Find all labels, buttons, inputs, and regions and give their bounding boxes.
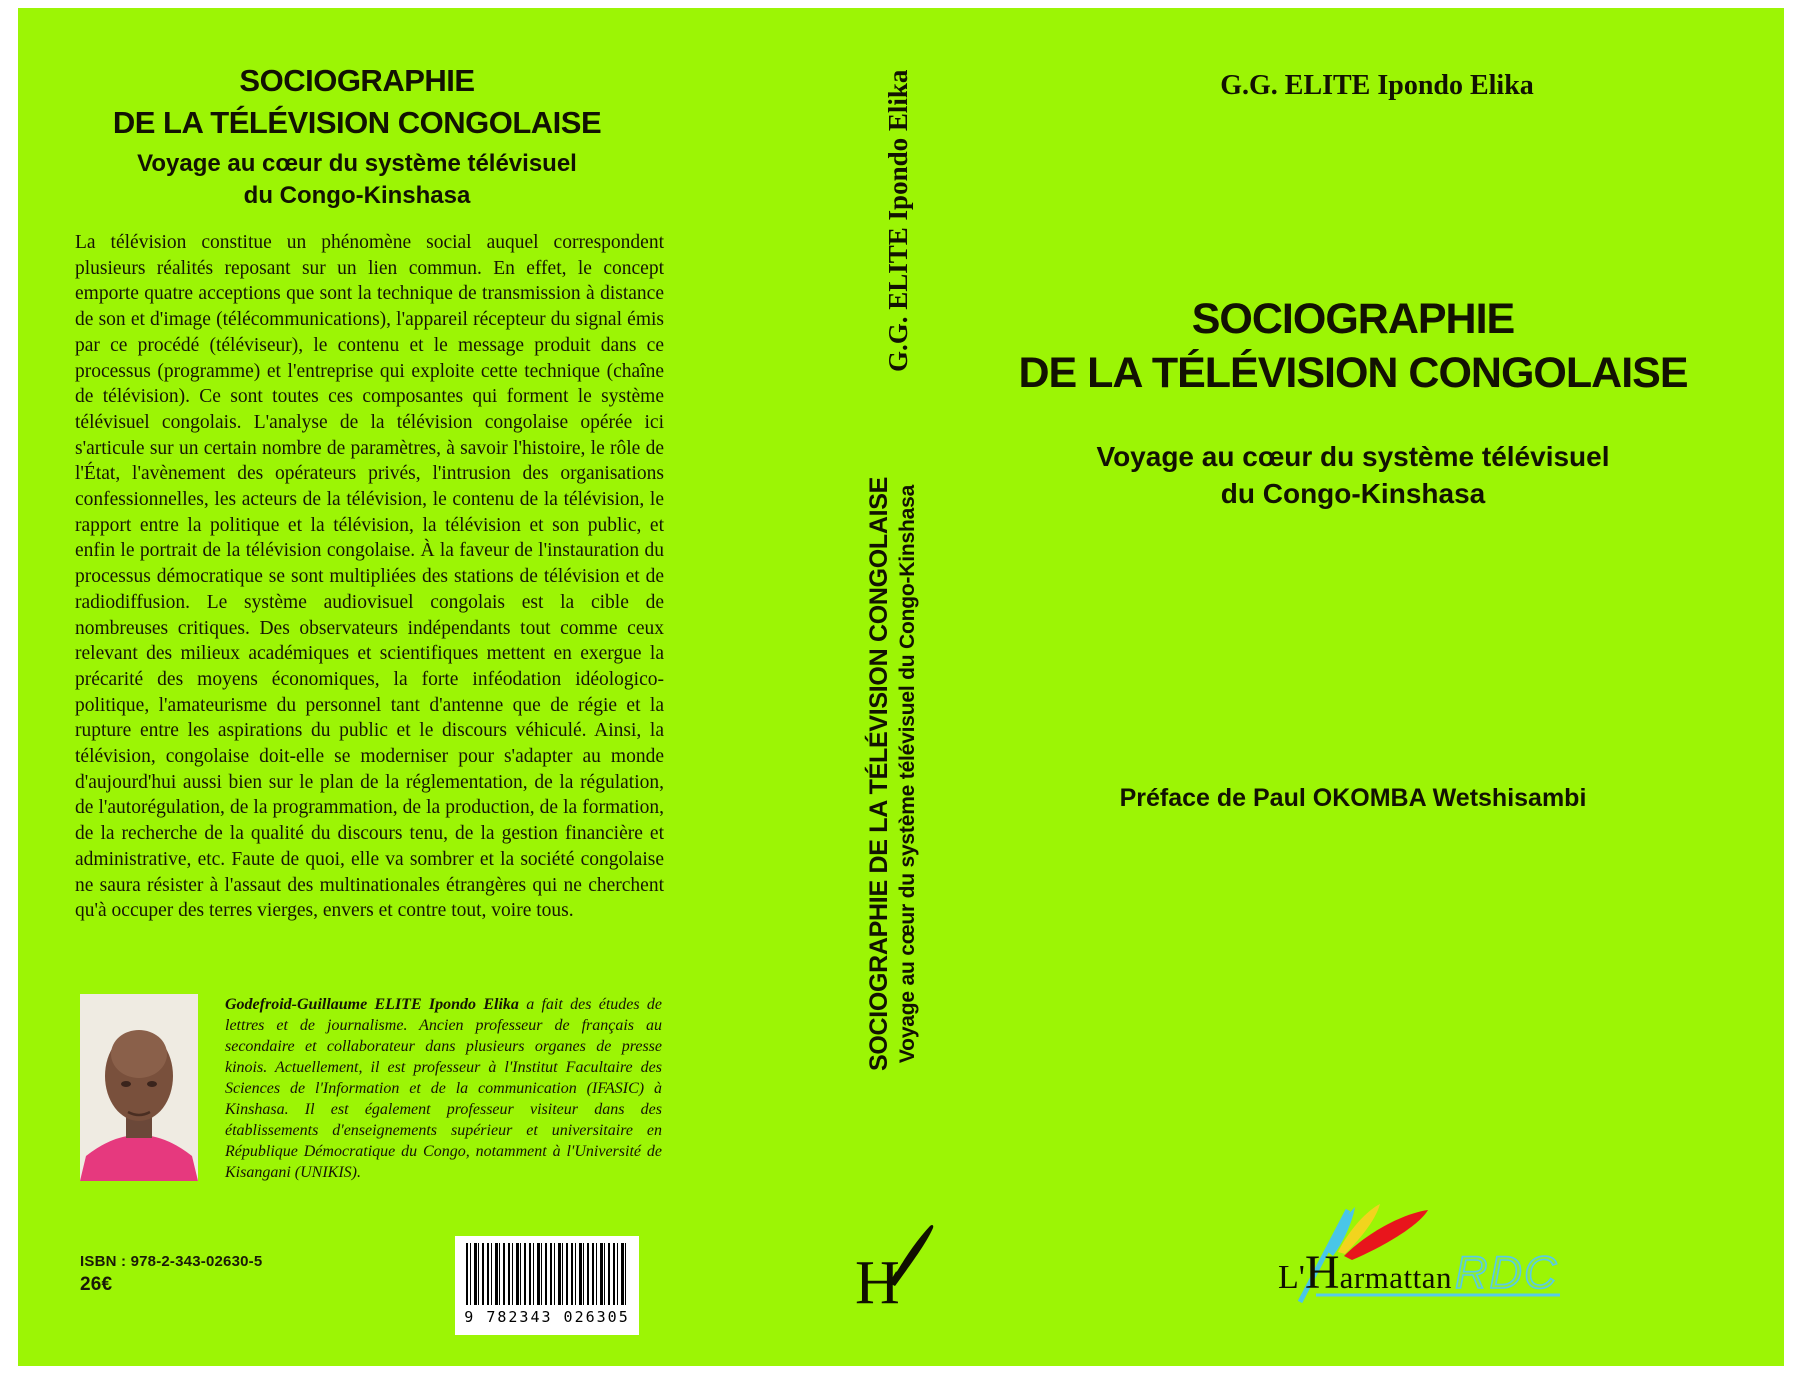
quill-feather-icon xyxy=(883,1222,937,1290)
front-title-line1: SOCIOGRAPHIE xyxy=(1191,295,1515,343)
front-author: G.G. ELITE Ipondo Elika xyxy=(1220,70,1534,101)
barcode-digits: 9 782343 026305 xyxy=(464,1308,630,1326)
publisher-region: RDC xyxy=(1455,1247,1559,1298)
publisher-name-prefix: L' xyxy=(1278,1259,1305,1296)
book-cover-spread xyxy=(18,8,1784,1366)
back-cover-subtitle-line2: du Congo-Kinshasa xyxy=(243,182,471,209)
spine-title-block xyxy=(864,450,921,1098)
isbn-block xyxy=(80,1252,380,1298)
back-cover-title xyxy=(57,60,657,144)
harmattan-h-letter: H xyxy=(855,1249,900,1317)
publisher-logo xyxy=(1276,1200,1568,1308)
author-bio-body: a fait des études de lettres et de journalisme. Ancien professeur de français au secondaire et collaborateur dans plusieurs organes de presse kinois. Actuellement, il est professeur à l'Institut Facultaire des Sciences de l'Information et de la communication (IFASIC) à Kinshasa. Il est également professeur visiteur dans des établissements d'enseignements supérieur et universitaire en République Démocratique du Congo, notamment à l'Université de Kisangani (UNIKIS). xyxy=(225,996,663,1181)
author-bio xyxy=(225,994,662,1183)
back-cover-title-line2: DE LA TÉLÉVISION CONGOLAISE xyxy=(112,105,602,140)
front-title-line2: DE LA TÉLÉVISION CONGOLAISE xyxy=(1018,349,1688,397)
spine-subtitle: Voyage au cœur du système télévisuel du Congo-Kinshasa xyxy=(896,484,919,1064)
price: 26€ xyxy=(80,1274,113,1295)
barcode xyxy=(455,1236,639,1335)
back-cover-synopsis: La télévision constitue un phénomène social auquel correspondent plusieurs réalités reposant sur un lien commun. En effet, le concept emporte quatre acceptions que sont la technique de transmission à distance de son et d'image (télécommunications), l'appareil récepteur du signal émis par ce procédé (téléviseur), le contenu et le message produit dans ce processus (programme) et l'entreprise qui exploite cette technique (chaîne de télévision). Ce sont toutes ces composantes qui forment le système télévisuel congolais. L'analyse de la télévision congolaise opérée ici s'articule sur un certain nombre de paramètres, à savoir l'histoire, le rôle de l'État, l'avènement des opérateurs privés, l'intrusion des organisations confessionnelles, les acteurs de la télévision, le contenu de la télévision, le rapport entre la politique et la télévision, la télévision et son public, et enfin le portrait de la télévision congolaise. À la faveur de l'instauration du processus démocratique se sont multipliées des stations de télévision et de radiodiffusion. Le système audiovisuel congolais est la cible de nombreuses critiques. Des observateurs indépendants tout comme ceux relevant des milieux académiques et scientifiques mettent en exergue la précarité des moyens économiques, la forte inféodation idéologico-politique, l'amateurisme du personnel tant d'antenne que de régie et la rupture entre les aspirations du public et le discours véhiculé. Ainsi, la télévision, congolaise doit-elle se moderniser pour s'adapter au monde d'aujourd'hui aussi bien sur le plan de la réglementation, de la régulation, de l'autorégulation, de la programmation, de la production, de la formation, de la recherche de la qualité du discours tenu, de la gestion financière et administrative, etc. Faute de quoi, elle va sombrer et la société congolaise ne saura résister à l'assaut des multinationales étrangères qui ne cherchent qu'à occuper des terres vierges, envers et contre tout, voire tous. xyxy=(75,232,664,922)
spine-publisher-logo xyxy=(855,1222,937,1317)
front-subtitle-line1: Voyage au cœur du système télévisuel xyxy=(1096,441,1610,472)
front-preface: Préface de Paul OKOMBA Wetshisambi xyxy=(1119,784,1587,812)
isbn-number: ISBN : 978-2-343-02630-5 xyxy=(80,1253,263,1270)
front-title xyxy=(918,292,1788,400)
back-cover-subtitle-line1: Voyage au cœur du système télévisuel xyxy=(137,150,577,177)
publisher-name-rest: armattan xyxy=(1339,1260,1453,1295)
publisher-name-initial: H xyxy=(1304,1246,1340,1299)
publisher-wordmark xyxy=(1278,1245,1559,1300)
spine-author: G.G. ELITE Ipondo Elika xyxy=(883,69,913,372)
front-subtitle-line2: du Congo-Kinshasa xyxy=(1220,478,1486,509)
back-cover-title-line1: SOCIOGRAPHIE xyxy=(239,63,475,98)
front-subtitle xyxy=(918,438,1788,512)
author-photo xyxy=(80,994,198,1181)
spine-title: SOCIOGRAPHIE DE LA TÉLÉVISION CONGOLAISE xyxy=(865,476,893,1072)
back-cover-subtitle xyxy=(57,148,657,212)
barcode-bars-icon xyxy=(466,1243,628,1305)
author-bio-name: Godefroid-Guillaume ELITE Ipondo Elika xyxy=(225,996,519,1013)
